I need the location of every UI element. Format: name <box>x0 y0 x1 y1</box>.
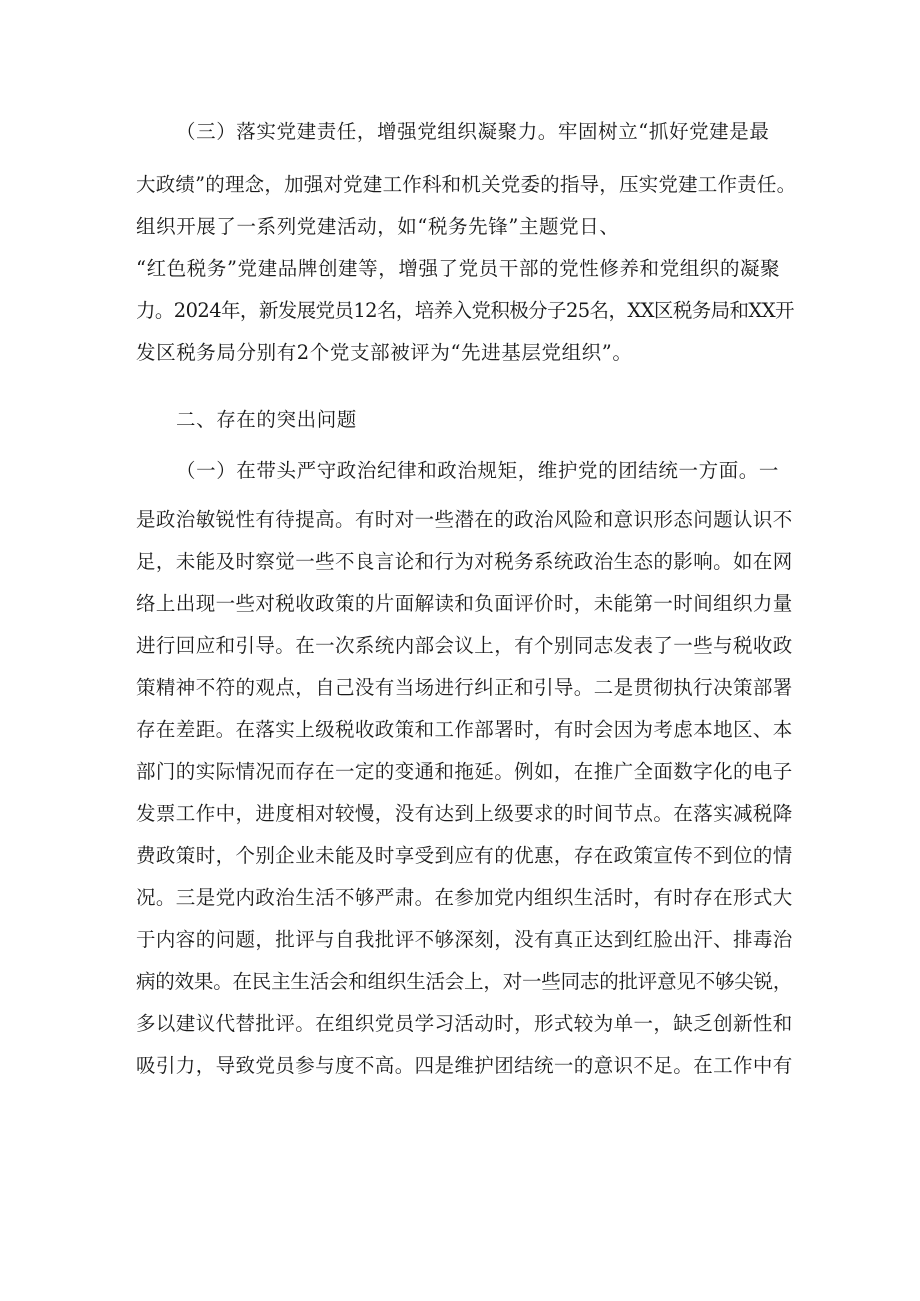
paragraph-line: （三）落实党建责任，增强党组织凝聚力。牢固树立“抓好党建是最 <box>176 120 770 143</box>
paragraph-line: 发票工作中，进度相对较慢，没有达到上级要求的时间节点。在落实减税降 <box>136 802 793 825</box>
paragraph-line: 进行回应和引导。在一次系统内部会议上，有个别同志发表了一些与税收政 <box>136 634 793 657</box>
paragraph-line: （一）在带头严守政治纪律和政治规矩，维护党的团结统一方面。一 <box>176 459 780 482</box>
paragraph-line: 大政绩”的理念，加强对党建工作科和机关党委的指导，压实党建工作责任。 <box>136 173 796 196</box>
paragraph-line: 足，未能及时察觉一些不良言论和行为对税务系统政治生态的影响。如在网 <box>136 550 793 573</box>
paragraph-line: 病的效果。在民主生活会和组织生活会上，对一些同志的批评意见不够尖锐， <box>136 970 793 993</box>
paragraph-line: 策精神不符的观点，自己没有当场进行纠正和引导。二是贯彻执行决策部署 <box>136 676 793 699</box>
paragraph-line: 费政策时，个别企业未能及时享受到应有的优惠，存在政策宣传不到位的情 <box>136 844 793 867</box>
paragraph-line: 络上出现一些对税收政策的片面解读和负面评价时，未能第一时间组织力量 <box>136 592 793 615</box>
section-heading: 二、存在的突出问题 <box>176 408 357 431</box>
paragraph-line: 于内容的问题，批评与自我批评不够深刻，没有真正达到红脸出汗、排毒治 <box>136 928 793 951</box>
paragraph-line: 多以建议代替批评。在组织党员学习活动时，形式较为单一，缺乏创新性和 <box>136 1012 793 1035</box>
paragraph-line: 况。三是党内政治生活不够严肃。在参加党内组织生活时，有时存在形式大 <box>136 886 793 909</box>
paragraph-line: 组织开展了一系列党建活动，如“税务先锋”主题党日、 <box>136 215 620 238</box>
paragraph-line: 存在差距。在落实上级税收政策和工作部署时，有时会因为考虑本地区、本 <box>136 718 793 741</box>
paragraph-line: 发区税务局分别有2个党支部被评为“先进基层党组织”。 <box>136 341 633 364</box>
paragraph-line: 吸引力，导致党员参与度不高。四是维护团结统一的意识不足。在工作中有 <box>136 1054 793 1077</box>
paragraph-line: 部门的实际情况而存在一定的变通和拖延。例如，在推广全面数字化的电子 <box>136 760 793 783</box>
paragraph-line: 力。2024年，新发展党员12名，培养入党积极分子25名，XX区税务局和XX开 <box>136 299 794 322</box>
paragraph-line: “红色税务”党建品牌创建等，增强了党员干部的党性修养和党组织的凝聚 <box>136 257 781 280</box>
paragraph-line: 是政治敏锐性有待提高。有时对一些潜在的政治风险和意识形态问题认识不 <box>136 508 793 531</box>
